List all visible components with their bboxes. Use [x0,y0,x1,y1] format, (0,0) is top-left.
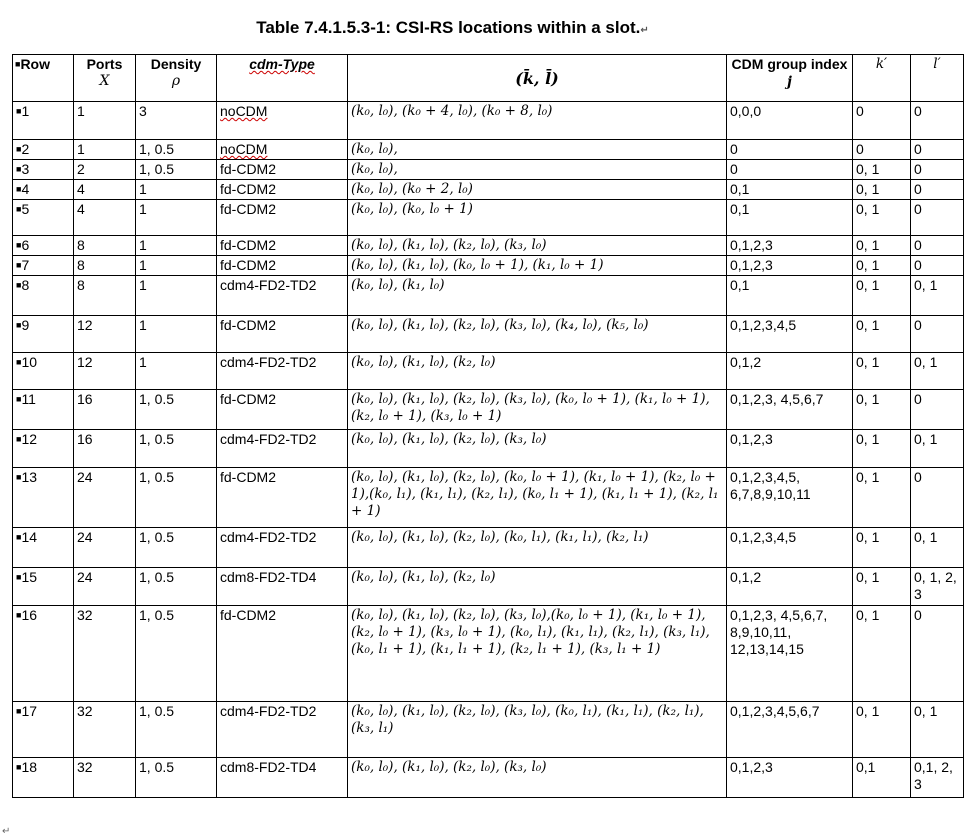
cell-lprime: 0 [911,102,964,140]
table-row [13,430,964,468]
cell-density: 1, 0.5 [136,160,217,180]
cell-cdm-group: 0,1,2,3,4,5 [727,316,853,353]
header-row-index: ■Row [13,55,74,102]
cell-kprime: 0, 1 [853,316,911,353]
table-row [13,468,964,528]
cell-kl: (k₀, l₀), (k₀, l₀ + 1) [348,200,727,236]
cell-cdm-type: cdm4-FD2-TD2 [217,702,348,758]
cell-row: ■8 [13,276,74,316]
cell-cdm-group: 0,1 [727,200,853,236]
cell-density: 1, 0.5 [136,140,217,160]
cell-cdm-type: cdm4-FD2-TD2 [217,528,348,568]
cell-density: 1 [136,256,217,276]
cell-lprime: 0,1, 2, 3 [911,758,964,798]
table-row [13,276,964,316]
cell-row: ■12 [13,430,74,468]
table-row [13,528,964,568]
cell-cdm-type: cdm8-FD2-TD4 [217,568,348,606]
cell-row: ■4 [13,180,74,200]
header-row [13,55,964,102]
header-ports: Ports X [74,55,136,102]
table-row [13,390,964,430]
cell-cdm-type: fd-CDM2 [217,316,348,353]
cell-row: ■10 [13,353,74,390]
cell-lprime: 0 [911,236,964,256]
table-row [13,256,964,276]
cell-kl: (k₀, l₀), (k₁, l₀), (k₂, l₀), (k₃, l₀), (k₀, l₀ + 1), (k₁, l₀ + 1), (k₂, l₀ + 1), (k₃, l₀ + 1) [348,390,727,430]
cell-kprime: 0, 1 [853,468,911,528]
cell-kprime: 0, 1 [853,236,911,256]
cell-cdm-group: 0 [727,140,853,160]
cell-row: ■1 [13,102,74,140]
cell-row: ■17 [13,702,74,758]
cell-cdm-type: fd-CDM2 [217,180,348,200]
cell-density: 1 [136,276,217,316]
cell-ports: 32 [74,606,136,702]
cell-density: 1 [136,316,217,353]
cell-kl: (k₀, l₀), (k₁, l₀) [348,276,727,316]
cell-cdm-type: cdm8-FD2-TD4 [217,758,348,798]
cell-ports: 8 [74,236,136,256]
cell-cdm-group: 0,0,0 [727,102,853,140]
cell-lprime: 0, 1 [911,430,964,468]
cell-kprime: 0, 1 [853,568,911,606]
cell-ports: 8 [74,256,136,276]
cell-kl: (k₀, l₀), (k₀ + 4, l₀), (k₀ + 8, l₀) [348,102,727,140]
table-title-text: Table 7.4.1.5.3-1: CSI-RS locations within a slot. [256,18,641,37]
cell-ports: 24 [74,528,136,568]
cell-cdm-type: noCDM [217,140,348,160]
table-row [13,702,964,758]
cell-cdm-type: fd-CDM2 [217,256,348,276]
cell-cdm-type: fd-CDM2 [217,606,348,702]
cell-kl: (k₀, l₀), (k₁, l₀), (k₀, l₀ + 1), (k₁, l₀ + 1) [348,256,727,276]
cell-kprime: 0 [853,102,911,140]
cell-ports: 32 [74,758,136,798]
cell-kl: (k₀, l₀), (k₁, l₀), (k₂, l₀) [348,568,727,606]
cell-cdm-group: 0,1,2,3 [727,758,853,798]
csi-rs-table [12,54,964,798]
cell-lprime: 0 [911,606,964,702]
cell-cdm-type: fd-CDM2 [217,390,348,430]
cell-row: ■14 [13,528,74,568]
cell-row: ■2 [13,140,74,160]
cell-ports: 24 [74,568,136,606]
cell-kprime: 0, 1 [853,160,911,180]
cell-kprime: 0, 1 [853,430,911,468]
table-row [13,316,964,353]
cell-kl: (k₀, l₀), (k₁, l₀), (k₂, l₀), (k₀, l₁), (k₁, l₁), (k₂, l₁) [348,528,727,568]
cell-density: 1, 0.5 [136,702,217,758]
cell-ports: 32 [74,702,136,758]
cell-kl: (k₀, l₀), (k₁, l₀), (k₂, l₀), (k₃, l₀), (k₄, l₀), (k₅, l₀) [348,316,727,353]
cell-cdm-type: cdm4-FD2-TD2 [217,276,348,316]
cell-cdm-type: noCDM [217,102,348,140]
paragraph-mark-icon: ↵ [640,25,649,36]
cell-kl: (k₀, l₀), (k₁, l₀), (k₂, l₀), (k₃, l₀) [348,236,727,256]
cell-kprime: 0, 1 [853,276,911,316]
cell-kprime: 0, 1 [853,256,911,276]
cell-ports: 24 [74,468,136,528]
cell-cdm-group: 0,1,2 [727,353,853,390]
table-row [13,180,964,200]
cell-kl: (k₀, l₀), (k₀ + 2, l₀) [348,180,727,200]
cell-density: 1 [136,353,217,390]
cell-row: ■6 [13,236,74,256]
table-row [13,236,964,256]
cell-row: ■16 [13,606,74,702]
cell-kprime: 0, 1 [853,528,911,568]
cell-density: 1, 0.5 [136,390,217,430]
cell-cdm-group: 0,1,2,3 [727,430,853,468]
table-row [13,568,964,606]
table-body [13,102,964,798]
cell-lprime: 0, 1 [911,353,964,390]
cell-lprime: 0 [911,256,964,276]
cell-cdm-group: 0,1 [727,180,853,200]
cell-density: 3 [136,102,217,140]
cell-lprime: 0, 1, 2, 3 [911,568,964,606]
header-kprime: k′ [853,55,911,102]
header-cdm-group: CDM group index j [727,55,853,102]
cell-row: ■13 [13,468,74,528]
cell-lprime: 0 [911,200,964,236]
cell-cdm-type: fd-CDM2 [217,236,348,256]
cell-kprime: 0,1 [853,758,911,798]
cell-density: 1, 0.5 [136,606,217,702]
table-row [13,200,964,236]
cell-row: ■3 [13,160,74,180]
cell-kl: (k₀, l₀), (k₁, l₀), (k₂, l₀), (k₃, l₀),(k₀, l₀ + 1), (k₁, l₀ + 1), (k₂, l₀ + 1), (k₃, l₀ + 1), (k₀, l₁), (k₁, l₁), (k₂, l₁), (k₃, l₁), (k₀, l₁ + 1), (k₁, l₁ + 1), (k₂, l₁ + 1), (k₃, l₁ + 1) [348,606,727,702]
cell-cdm-group: 0,1,2,3,4,5,6,7 [727,702,853,758]
cell-density: 1 [136,200,217,236]
table-row [13,758,964,798]
cell-ports: 12 [74,316,136,353]
cell-cdm-group: 0,1,2,3 [727,236,853,256]
cell-ports: 4 [74,200,136,236]
cell-row: ■5 [13,200,74,236]
cell-ports: 12 [74,353,136,390]
cell-cdm-group: 0,1,2,3, 4,5,6,7, 8,9,10,11, 12,13,14,15 [727,606,853,702]
cell-ports: 16 [74,390,136,430]
cell-ports: 1 [74,102,136,140]
cell-kl: (k₀, l₀), (k₁, l₀), (k₂, l₀) [348,353,727,390]
cell-cdm-group: 0,1,2,3 [727,256,853,276]
cell-density: 1, 0.5 [136,468,217,528]
table-title [0,18,905,38]
cell-ports: 4 [74,180,136,200]
cell-kl: (k₀, l₀), (k₁, l₀), (k₂, l₀), (k₀, l₀ + 1), (k₁, l₀ + 1), (k₂, l₀ + 1),(k₀, l₁), (k₁, l₁), (k₂, l₁), (k₀, l₁ + 1), (k₁, l₁ + 1), (k₂, l₁ + 1) [348,468,727,528]
cell-kprime: 0, 1 [853,200,911,236]
cell-cdm-group: 0,1,2,3,4,5 [727,528,853,568]
header-lprime: l′ [911,55,964,102]
cell-density: 1, 0.5 [136,528,217,568]
cell-ports: 16 [74,430,136,468]
header-density: Density ρ [136,55,217,102]
cell-kprime: 0, 1 [853,353,911,390]
cell-cdm-type: fd-CDM2 [217,200,348,236]
header-cdm-type: cdm-Type [217,55,348,102]
cell-row: ■7 [13,256,74,276]
cell-kprime: 0, 1 [853,390,911,430]
cell-kprime: 0, 1 [853,702,911,758]
cell-row: ■15 [13,568,74,606]
cell-cdm-type: fd-CDM2 [217,468,348,528]
cell-lprime: 0, 1 [911,702,964,758]
cell-kl: (k₀, l₀), (k₁, l₀), (k₂, l₀), (k₃, l₀), (k₀, l₁), (k₁, l₁), (k₂, l₁), (k₃, l₁) [348,702,727,758]
cell-lprime: 0 [911,140,964,160]
cell-kprime: 0, 1 [853,180,911,200]
cell-cdm-group: 0,1,2 [727,568,853,606]
cell-kprime: 0 [853,140,911,160]
table-row [13,140,964,160]
table-row [13,353,964,390]
table-row [13,102,964,140]
cell-cdm-group: 0,1,2,3, 4,5,6,7 [727,390,853,430]
cell-kprime: 0, 1 [853,606,911,702]
cell-lprime: 0 [911,180,964,200]
cell-row: ■9 [13,316,74,353]
cell-row: ■18 [13,758,74,798]
cell-row: ■11 [13,390,74,430]
cell-ports: 1 [74,140,136,160]
cell-lprime: 0 [911,316,964,353]
cell-cdm-group: 0,1,2,3,4,5, 6,7,8,9,10,11 [727,468,853,528]
cell-kl: (k₀, l₀), (k₁, l₀), (k₂, l₀), (k₃, l₀) [348,430,727,468]
cell-kl: (k₀, l₀), (k₁, l₀), (k₂, l₀), (k₃, l₀) [348,758,727,798]
table-row [13,160,964,180]
header-kl: (k̄, l̄) [348,55,727,102]
cell-ports: 2 [74,160,136,180]
cell-cdm-type: fd-CDM2 [217,160,348,180]
cell-density: 1 [136,180,217,200]
paragraph-mark-icon: ↵ [2,826,11,837]
cell-density: 1, 0.5 [136,568,217,606]
cell-cdm-group: 0 [727,160,853,180]
cell-lprime: 0, 1 [911,528,964,568]
cell-lprime: 0 [911,468,964,528]
cell-kl: (k₀, l₀), [348,140,727,160]
cell-density: 1, 0.5 [136,430,217,468]
cell-lprime: 0, 1 [911,276,964,316]
table-row [13,606,964,702]
cell-cdm-group: 0,1 [727,276,853,316]
cell-lprime: 0 [911,390,964,430]
cell-ports: 8 [74,276,136,316]
cell-density: 1, 0.5 [136,758,217,798]
cell-cdm-type: cdm4-FD2-TD2 [217,353,348,390]
cell-lprime: 0 [911,160,964,180]
cell-cdm-type: cdm4-FD2-TD2 [217,430,348,468]
cell-density: 1 [136,236,217,256]
cell-kl: (k₀, l₀), [348,160,727,180]
